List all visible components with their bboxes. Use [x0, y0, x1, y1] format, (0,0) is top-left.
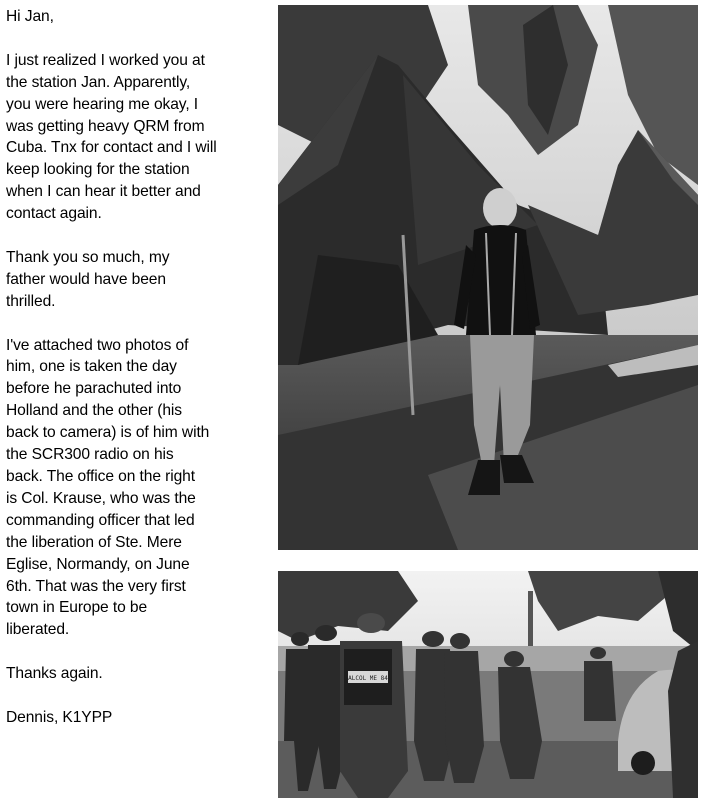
letter-line: back to camera) is of him with — [6, 424, 210, 442]
letter-line: the SCR300 radio on his — [6, 446, 174, 464]
letter-line: contact again. — [6, 205, 102, 223]
letter-line: before he parachuted into — [6, 380, 182, 398]
letter-line: keep looking for the station — [6, 161, 190, 179]
paragraph-2 — [6, 247, 272, 313]
letter-line: when I can hear it better and — [6, 183, 201, 201]
letter-line: I just realized I worked you at — [6, 51, 205, 69]
letter-text — [6, 6, 272, 729]
paragraph-3 — [6, 335, 272, 642]
letter-line: I've attached two photos of — [6, 336, 189, 354]
letter-line: commanding officer that led — [6, 511, 195, 529]
letter-line: Thank you so much, my — [6, 248, 170, 266]
letter-line: 6th. That was the very first — [6, 577, 186, 595]
greeting: Hi Jan, — [6, 8, 54, 25]
letter-line: liberated. — [6, 621, 70, 639]
photo-soldier-tents-image — [278, 5, 698, 550]
photo-soldier-tents — [278, 5, 698, 550]
letter-line: Eglise, Normandy, on June — [6, 555, 190, 573]
letter-line: town in Europe to be — [6, 599, 148, 617]
letter-line: is Col. Krause, who was the — [6, 489, 196, 507]
letter-line: Holland and the other (his — [6, 402, 182, 420]
radio-sign-text: ALCOL ME 84 — [348, 675, 388, 682]
letter-line: was getting heavy QRM from — [6, 117, 205, 135]
closing-line: Thanks again. — [6, 665, 103, 683]
letter-line: Cuba. Tnx for contact and I will — [6, 139, 217, 157]
photo-paratroopers-radio — [278, 571, 698, 798]
photo-paratroopers-radio-image — [278, 571, 698, 798]
paragraph-1 — [6, 50, 272, 225]
signature: Dennis, K1YPP — [6, 708, 113, 726]
letter-line: the liberation of Ste. Mere — [6, 533, 182, 551]
letter-line: father would have been — [6, 270, 166, 288]
letter-line: him, one is taken the day — [6, 358, 177, 376]
letter-line: back. The office on the right — [6, 467, 195, 485]
letter-line: thrilled. — [6, 292, 56, 310]
letter-line: you were hearing me okay, I — [6, 95, 199, 113]
letter-line: the station Jan. Apparently, — [6, 73, 191, 91]
